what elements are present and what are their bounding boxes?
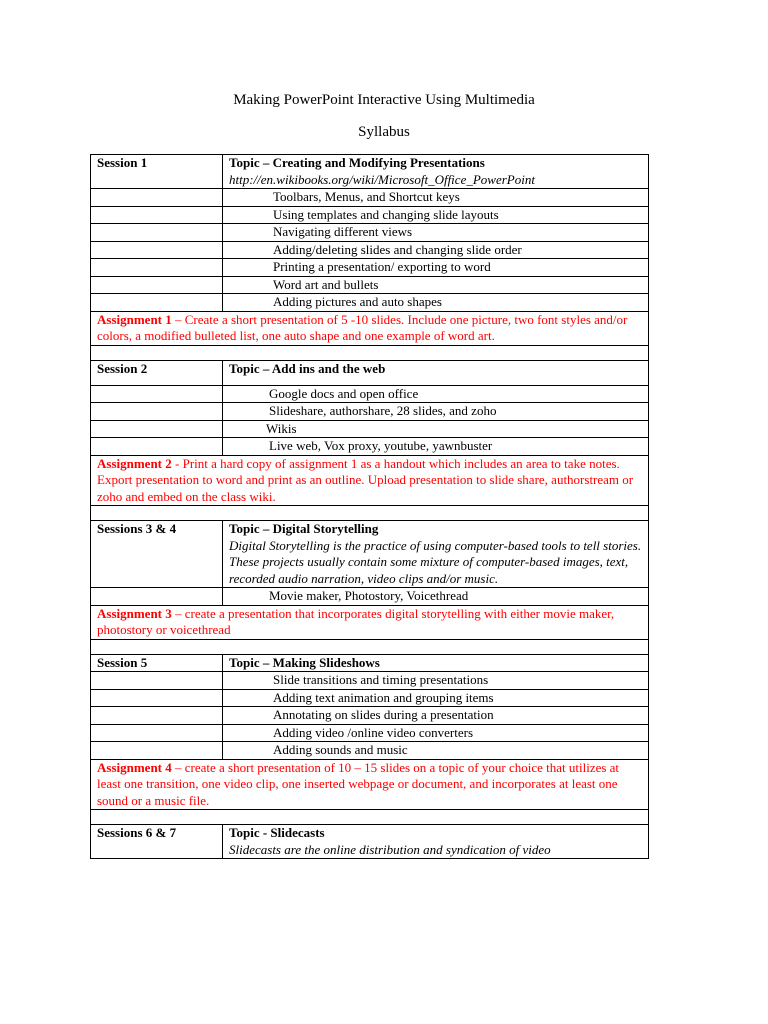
topic-description: Digital Storytelling is the practice of using computer-based tools to tell stories. These projects usually contain some mixture of computer-based images, text, recorded audio narration, video clips and/or music. [229, 537, 642, 586]
list-item: Adding video /online video converters [223, 724, 649, 742]
table-row [91, 724, 649, 742]
topic-title: Topic - Slidecasts [229, 825, 325, 840]
table-row [91, 241, 649, 259]
topic-description: Slidecasts are the online distribution and syndication of video [229, 841, 551, 857]
assignment-label: Assignment 4 [97, 759, 172, 775]
table-row [91, 420, 649, 438]
list-item: Using templates and changing slide layouts [223, 206, 649, 224]
table-row [91, 385, 649, 403]
assignment-row [91, 311, 649, 345]
list-item: Annotating on slides during a presentation [223, 707, 649, 725]
table-row [91, 224, 649, 242]
spacer-row [91, 639, 649, 654]
session-label: Session 1 [91, 155, 223, 189]
list-item: Adding text animation and grouping items [223, 689, 649, 707]
assignment-label: Assignment 3 [97, 605, 172, 621]
session-6-7-header-row [91, 825, 649, 859]
topic-title: Topic – Creating and Modifying Presentations [229, 155, 485, 170]
table-row [91, 206, 649, 224]
session-1-header-row [91, 155, 649, 189]
assignment-text: – create a short presentation of 10 – 15 slides on a topic of your choice that utilizes at least one transition, one video clip, one inserted webpage or document, and incorporates at least one sound or a music file. [97, 759, 620, 808]
session-3-4-header-row [91, 521, 649, 588]
assignment-text: – Create a short presentation of 5 -10 slides. Include one picture, two font styles and/or colors, a modified bulleted list, one auto shape and one example of word art. [97, 311, 628, 343]
assignment-cell [91, 605, 649, 639]
list-item: Google docs and open office [223, 385, 649, 403]
table-row [91, 276, 649, 294]
assignment-row [91, 455, 649, 506]
assignment-row [91, 759, 649, 810]
table-row [91, 588, 649, 606]
document-subtitle: Syllabus [358, 124, 410, 140]
assignment-row [91, 605, 649, 639]
list-item: Movie maker, Photostory, Voicethread [223, 588, 649, 606]
reference-link[interactable]: http://en.wikibooks.org/wiki/Microsoft_Office_PowerPoint [229, 171, 535, 187]
session-label: Sessions 3 & 4 [91, 521, 223, 588]
list-item: Adding sounds and music [223, 742, 649, 760]
session-topic-cell [223, 155, 649, 189]
table-row [91, 438, 649, 456]
assignment-cell [91, 455, 649, 506]
table-row [91, 294, 649, 312]
table-row [91, 689, 649, 707]
assignment-cell [91, 311, 649, 345]
table-row [91, 672, 649, 690]
session-2-header-row [91, 360, 649, 385]
list-item: Adding/deleting slides and changing slide order [223, 241, 649, 259]
session-label: Sessions 6 & 7 [91, 825, 223, 859]
table-row [91, 189, 649, 207]
topic-title: Topic – Making Slideshows [223, 654, 649, 672]
assignment-cell [91, 759, 649, 810]
spacer-row [91, 345, 649, 360]
table-row [91, 707, 649, 725]
list-item: Live web, Vox proxy, youtube, yawnbuster [223, 438, 649, 456]
spacer-row [91, 506, 649, 521]
table-row [91, 403, 649, 421]
table-row [91, 259, 649, 277]
table-row [91, 742, 649, 760]
session-label: Session 2 [91, 360, 223, 385]
list-item: Slide transitions and timing presentations [223, 672, 649, 690]
topic-title: Topic – Digital Storytelling [229, 521, 379, 536]
document-title: Making PowerPoint Interactive Using Multimedia [233, 92, 535, 108]
list-item: Slideshare, authorshare, 28 slides, and zoho [223, 403, 649, 421]
spacer-row [91, 810, 649, 825]
assignment-label: Assignment 1 [97, 311, 172, 327]
list-item: Word art and bullets [223, 276, 649, 294]
assignment-text: - Print a hard copy of assignment 1 as a handout which includes an area to take notes. Export presentation to word and print as an outline. Upload presentation to slide share, authorstream or zoho and embed on the class wiki. [97, 455, 634, 504]
session-topic-cell [223, 521, 649, 588]
session-5-header-row [91, 654, 649, 672]
list-item: Adding pictures and auto shapes [223, 294, 649, 312]
topic-title: Topic – Add ins and the web [223, 360, 649, 385]
list-item: Toolbars, Menus, and Shortcut keys [223, 189, 649, 207]
session-label: Session 5 [91, 654, 223, 672]
assignment-label: Assignment 2 [97, 455, 172, 471]
list-item: Navigating different views [223, 224, 649, 242]
session-topic-cell [223, 825, 649, 859]
assignment-text: – create a presentation that incorporates digital storytelling with either movie maker, photostory or voicethread [97, 605, 615, 637]
syllabus-table [90, 154, 649, 859]
list-item: Wikis [223, 420, 649, 438]
list-item: Printing a presentation/ exporting to word [223, 259, 649, 277]
